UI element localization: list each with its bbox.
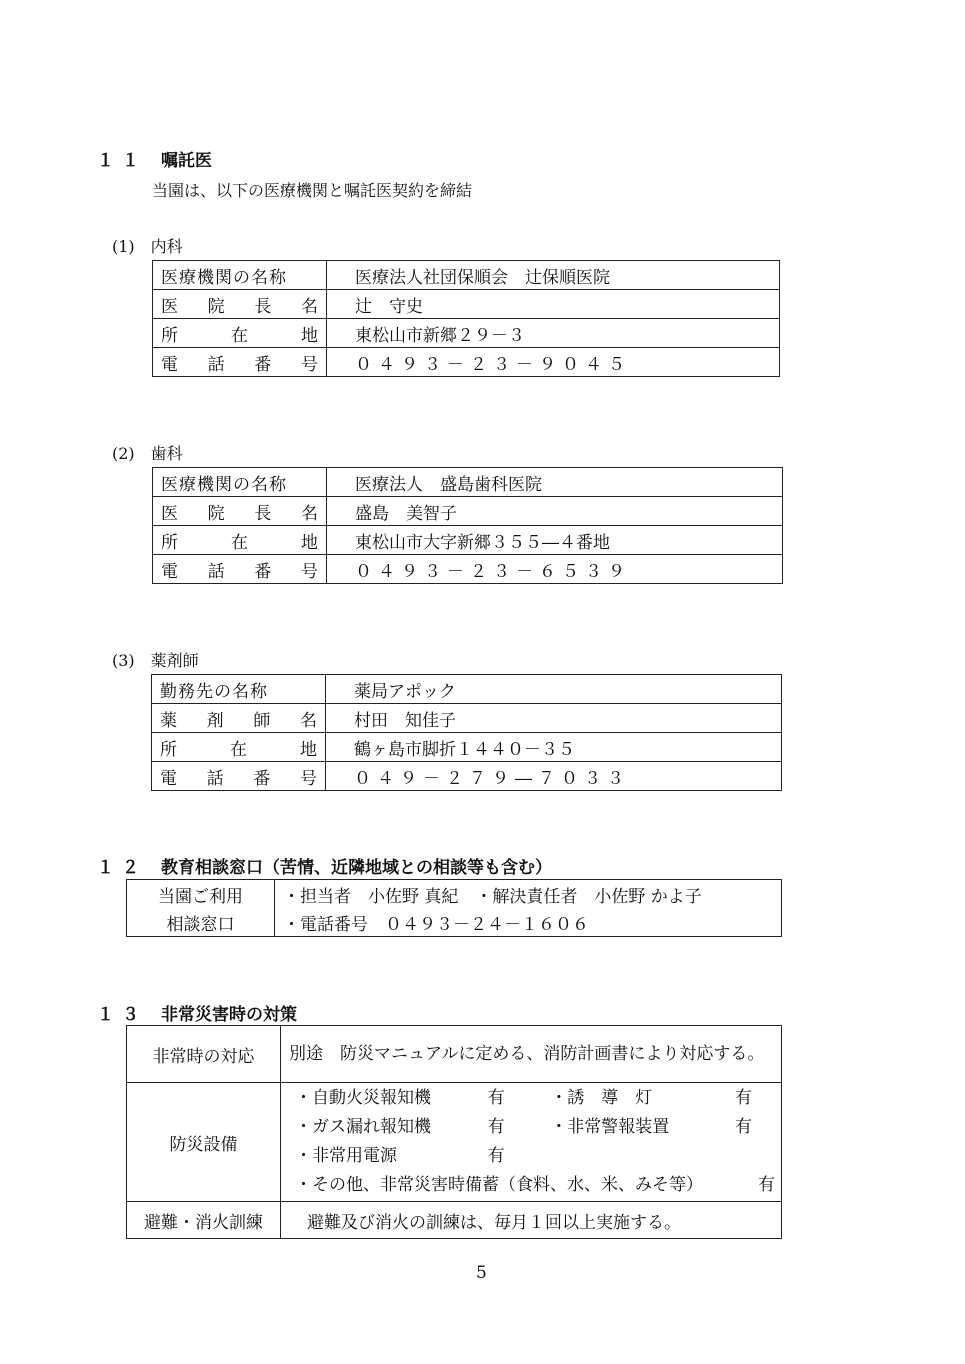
drill-label: 避難・消火訓練 [127, 1202, 281, 1239]
table-row [127, 1083, 782, 1202]
subsection-dental-label: (2) 歯科 [112, 444, 183, 463]
table-row [153, 319, 780, 348]
section-number: １１ [97, 151, 147, 171]
table-row [127, 1202, 782, 1239]
equipment-name [550, 1142, 730, 1171]
section-12-heading [97, 853, 552, 878]
equipment-line [295, 1171, 775, 1200]
equipment-line [295, 1084, 775, 1113]
equipment-name: ・ガス漏れ報知機 [295, 1117, 431, 1137]
table-row [152, 762, 782, 791]
equipment-label: 防災設備 [127, 1083, 281, 1202]
equipment-name: ・非常警報装置 [550, 1117, 670, 1137]
table-row [153, 348, 780, 377]
row-label: 所在地 [153, 319, 327, 348]
row-value: 東松山市新郷２９－３ [327, 319, 780, 348]
row-value: 盛島 美智子 [327, 497, 783, 526]
row-label: 医院長名 [153, 497, 327, 526]
section-13-heading [97, 1000, 297, 1025]
consult-line1: ・担当者 小佐野 真紀 ・解決責任者 小佐野 かよ子 [275, 880, 782, 909]
row-label: 所在地 [153, 526, 327, 555]
pharmacist-table [151, 674, 782, 791]
equipment-name: ・自動火災報知機 [295, 1088, 431, 1108]
table-row [152, 733, 782, 762]
table-row [152, 704, 782, 733]
table-row [153, 497, 783, 526]
table-row [127, 1026, 782, 1083]
row-label: 所在地 [152, 733, 326, 762]
table-row [153, 526, 783, 555]
equipment-status: 有 [734, 1117, 752, 1137]
row-value: 辻 守史 [327, 290, 780, 319]
row-label: 電話番号 [153, 555, 327, 584]
section-11-heading [97, 146, 212, 171]
section-number: １３ [97, 1005, 147, 1025]
row-label: 薬剤師名 [152, 704, 326, 733]
disaster-table [126, 1025, 782, 1239]
row-label: 医院長名 [153, 290, 327, 319]
consult-line2: ・電話番号 ０４９３－２４－１６０６ [275, 908, 782, 937]
section-11-intro: 当園は、以下の医療機関と嘱託医契約を締結 [152, 181, 473, 200]
equipment-name: ・非常用電源 [295, 1146, 397, 1166]
table-row [153, 290, 780, 319]
emergency-response-value: 別途 防災マニュアルに定める、消防計画書により対応する。 [281, 1026, 782, 1083]
consult-label-line2: 相談窓口 [127, 908, 275, 937]
row-value: 医療法人 盛島歯科医院 [327, 468, 783, 497]
row-value: 村田 知佳子 [326, 704, 782, 733]
row-label: 電話番号 [153, 348, 327, 377]
equipment-other: ・その他、非常災害時備蓄（食料、水、米、みそ等） [295, 1175, 703, 1195]
row-value: ０４９－２７９―７０３３ [326, 762, 782, 791]
equipment-status: 有 [758, 1175, 775, 1195]
equipment-status: 有 [487, 1146, 505, 1166]
equipment-line [295, 1113, 775, 1142]
table-row [127, 880, 782, 909]
section-title: 嘱託医 [161, 151, 212, 171]
row-value: 医療法人社団保順会 辻保順医院 [327, 261, 780, 290]
row-value: 東松山市大字新郷３５５―４番地 [327, 526, 783, 555]
emergency-response-label: 非常時の対応 [127, 1026, 281, 1083]
equipment-list [281, 1083, 782, 1202]
subsection-internal-label: (1) 内科 [112, 237, 183, 256]
table-row [127, 908, 782, 937]
equipment-status: 有 [487, 1117, 505, 1137]
section-number: １２ [97, 858, 147, 878]
dental-table [152, 467, 783, 584]
row-value: ０４９３－２３－９０４５ [327, 348, 780, 377]
equipment-status: 有 [487, 1088, 505, 1108]
row-value: ０４９３－２３－６５３９ [327, 555, 783, 584]
page-number: 5 [476, 1263, 487, 1283]
subsection-pharmacist-label: (3) 薬剤師 [112, 651, 199, 670]
section-title: 教育相談窓口（苦情、近隣地域との相談等も含む） [161, 858, 552, 878]
row-label: 勤務先の名称 [152, 675, 326, 704]
section-title: 非常災害時の対策 [161, 1005, 297, 1025]
equipment-name: ・誘 導 灯 [550, 1088, 653, 1108]
row-label: 電話番号 [152, 762, 326, 791]
consultation-table [126, 879, 782, 937]
equipment-status: 有 [734, 1088, 752, 1108]
row-label: 医療機関の名称 [153, 468, 327, 497]
row-value: 薬局アポック [326, 675, 782, 704]
drill-value: 避難及び消火の訓練は、毎月１回以上実施する。 [281, 1202, 782, 1239]
table-row [152, 675, 782, 704]
consult-label-line1: 当園ご利用 [127, 880, 275, 909]
equipment-status [735, 1142, 775, 1171]
equipment-line [295, 1142, 775, 1171]
table-row [153, 261, 780, 290]
row-value: 鶴ヶ島市脚折１４４０－３５ [326, 733, 782, 762]
table-row [153, 555, 783, 584]
table-row [153, 468, 783, 497]
internal-medicine-table [152, 260, 780, 377]
row-label: 医療機関の名称 [153, 261, 327, 290]
